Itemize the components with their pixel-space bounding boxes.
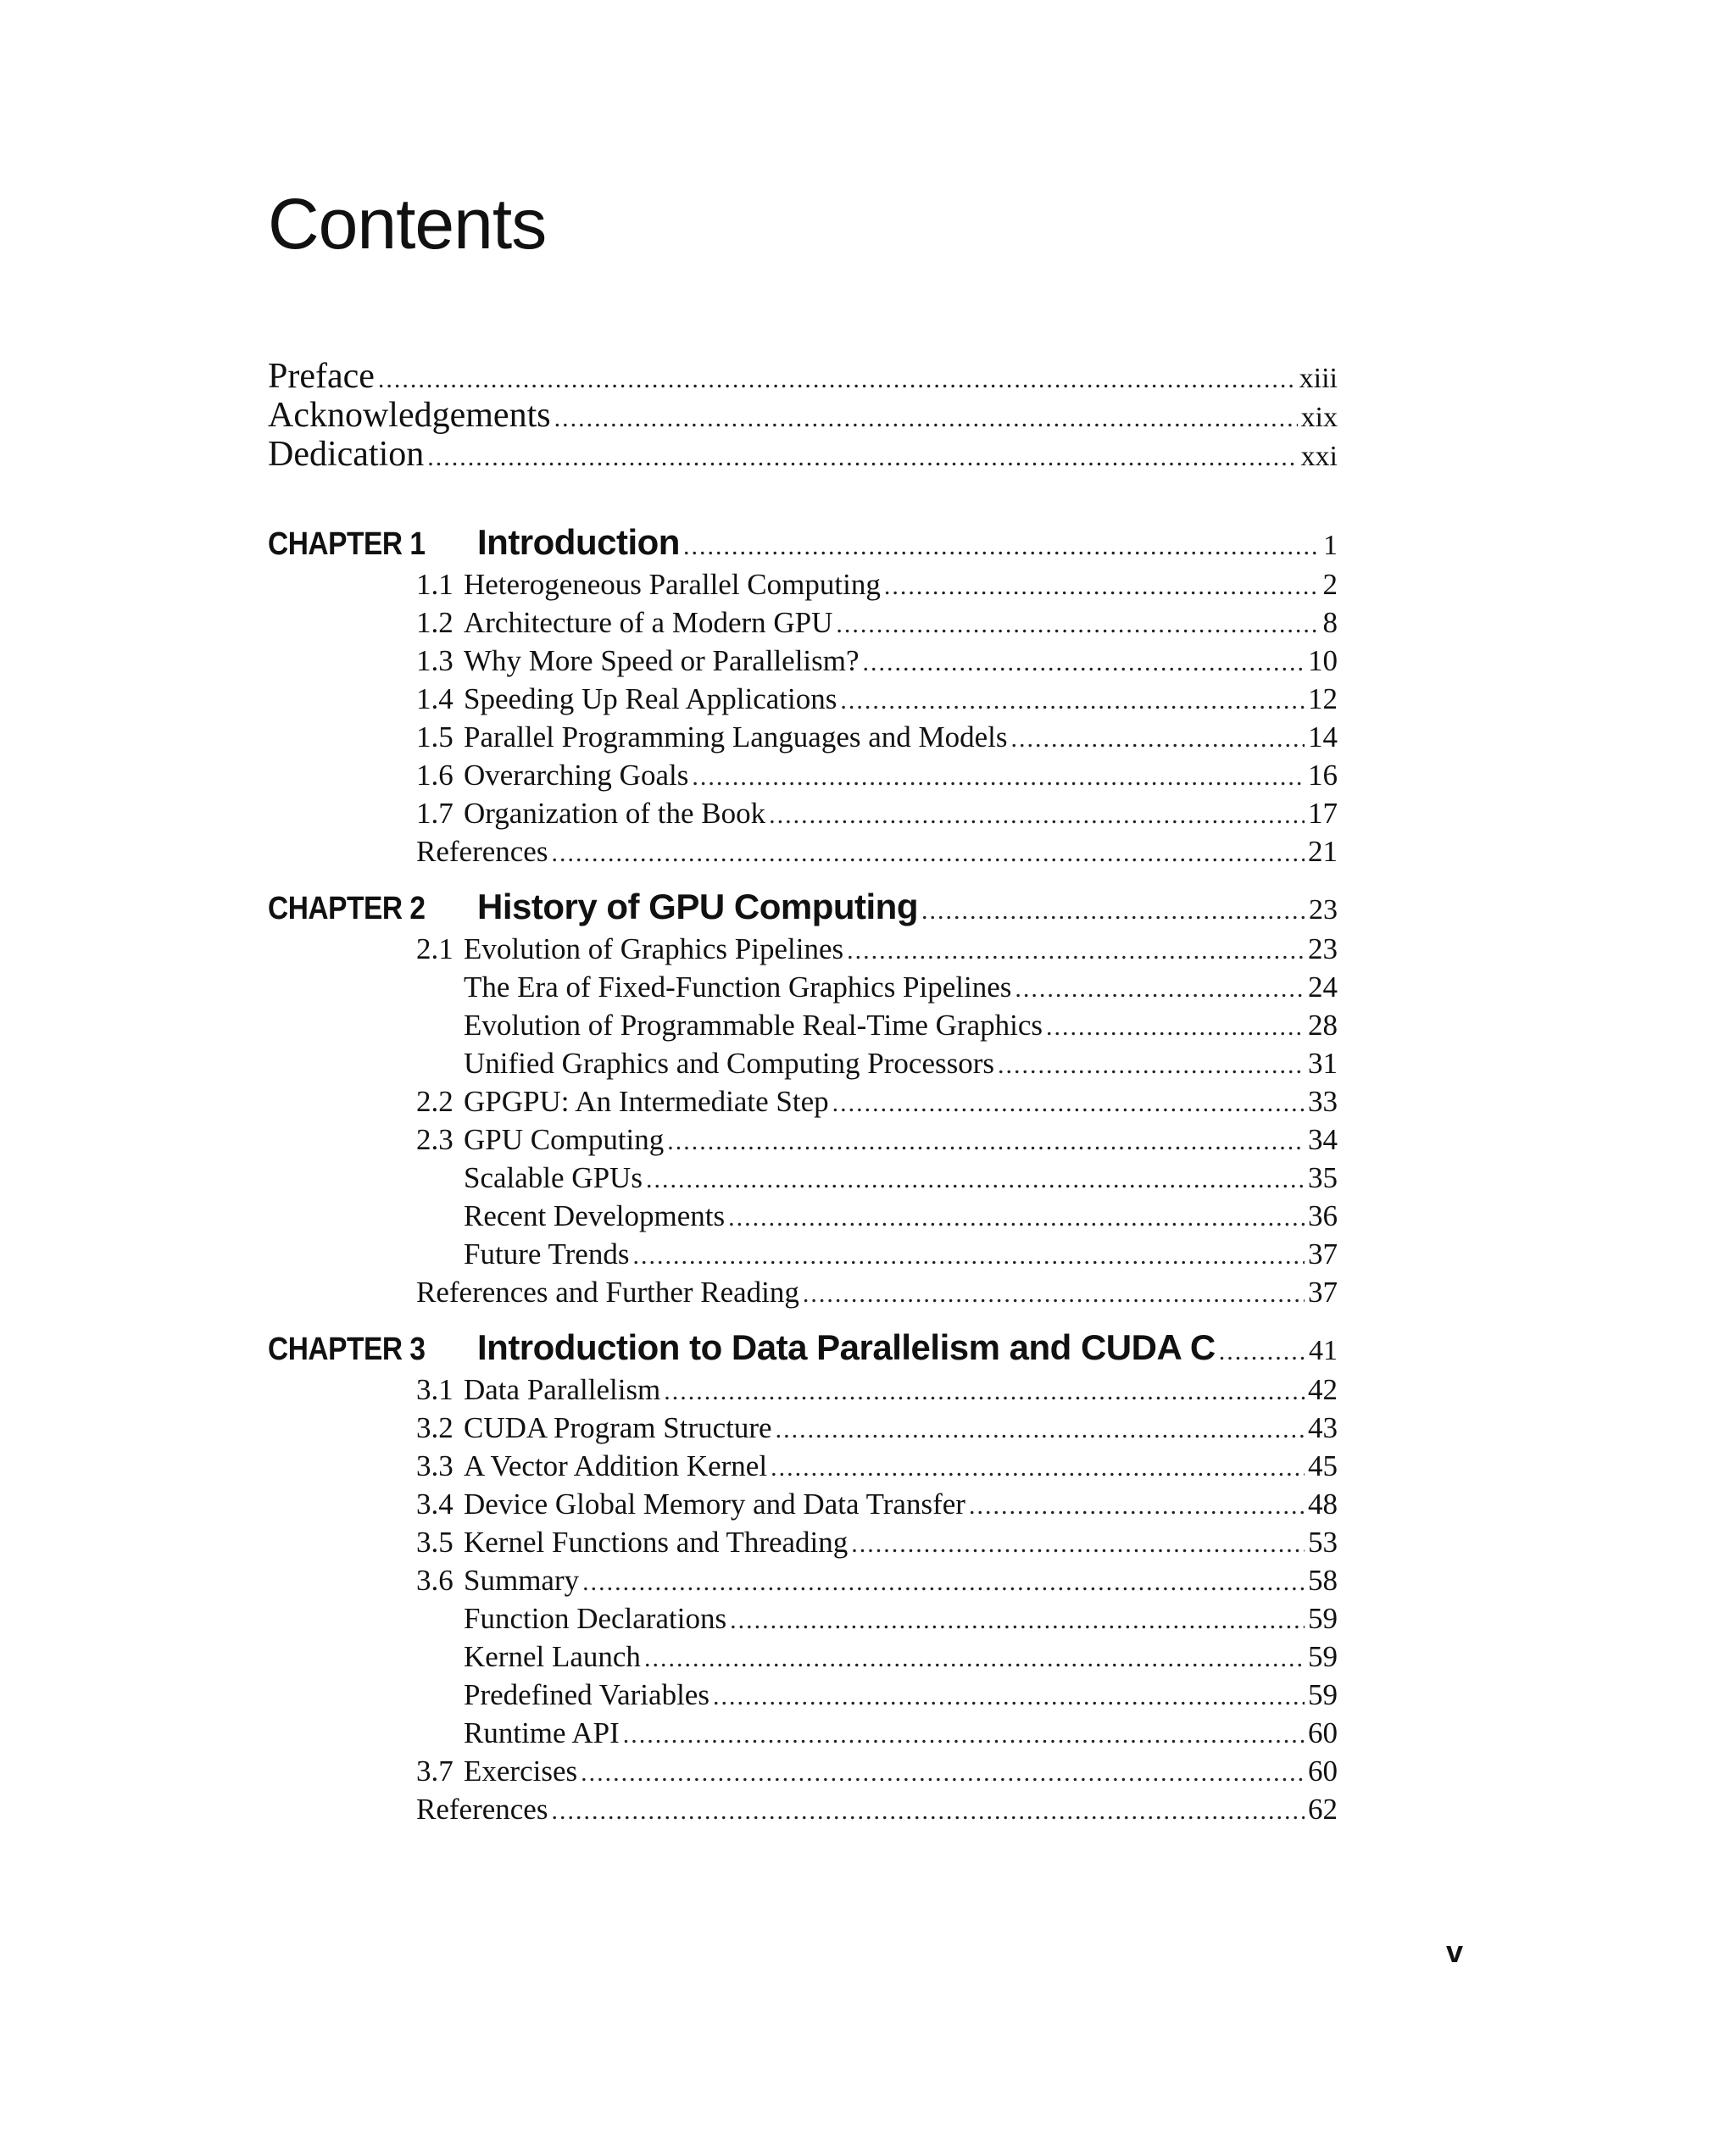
entry-title: Scalable GPUs bbox=[464, 1161, 643, 1194]
page-title: Contents bbox=[268, 184, 547, 264]
section-number: 1.3 bbox=[416, 644, 453, 677]
dot-leader bbox=[969, 1492, 1305, 1521]
entry-title: CUDA Program Structure bbox=[464, 1411, 772, 1444]
toc-section[interactable] bbox=[268, 720, 1338, 759]
entry-title: References and Further Reading bbox=[416, 1276, 799, 1309]
chapter-label: CHAPTER 3 bbox=[268, 1332, 426, 1367]
toc-section[interactable] bbox=[268, 1123, 1338, 1161]
spacer bbox=[268, 873, 1338, 887]
dot-leader bbox=[1011, 725, 1305, 754]
entry-title: Organization of the Book bbox=[464, 797, 766, 830]
section-number: 2.2 bbox=[416, 1085, 453, 1118]
dot-leader bbox=[998, 1051, 1305, 1080]
toc-references[interactable] bbox=[268, 835, 1338, 873]
toc-section[interactable] bbox=[268, 1373, 1338, 1411]
dot-leader bbox=[582, 1568, 1305, 1597]
dot-leader bbox=[776, 1415, 1305, 1444]
entry-page-number: 24 bbox=[1308, 970, 1338, 1004]
toc-section[interactable] bbox=[268, 1085, 1338, 1123]
section-number: 1.1 bbox=[416, 568, 453, 601]
chapter-page-number: 41 bbox=[1309, 1335, 1338, 1366]
toc-section[interactable] bbox=[268, 682, 1338, 720]
dot-leader bbox=[692, 763, 1305, 792]
entry-page-number: 34 bbox=[1308, 1123, 1338, 1156]
toc-subentry[interactable] bbox=[268, 1716, 1338, 1755]
entry-title: Parallel Programming Languages and Models bbox=[464, 720, 1008, 754]
table-of-contents bbox=[268, 356, 1338, 1831]
toc-subentry[interactable] bbox=[268, 1678, 1338, 1716]
section-number: 3.3 bbox=[416, 1449, 453, 1482]
entry-title: Exercises bbox=[464, 1755, 578, 1788]
entry-title: Kernel Functions and Threading bbox=[464, 1526, 849, 1559]
spacer bbox=[268, 473, 1338, 522]
toc-section[interactable] bbox=[268, 932, 1338, 970]
dot-leader bbox=[551, 839, 1305, 868]
entry-page-number: 23 bbox=[1308, 932, 1338, 965]
entry-page-number: xix bbox=[1300, 402, 1338, 433]
spacer bbox=[268, 1314, 1338, 1327]
toc-section[interactable] bbox=[268, 644, 1338, 682]
toc-section[interactable] bbox=[268, 1488, 1338, 1526]
entry-page-number: 10 bbox=[1308, 644, 1338, 677]
entry-page-number: 43 bbox=[1308, 1411, 1338, 1444]
toc-chapter-heading[interactable] bbox=[268, 522, 1338, 568]
entry-title: Acknowledgements bbox=[268, 396, 551, 435]
entry-page-number: 16 bbox=[1308, 759, 1338, 792]
dot-leader bbox=[581, 1759, 1305, 1788]
entry-page-number: xiii bbox=[1299, 363, 1338, 394]
toc-entry-front[interactable] bbox=[268, 395, 1338, 434]
entry-page-number: 33 bbox=[1308, 1085, 1338, 1118]
dot-leader bbox=[836, 610, 1319, 639]
dot-leader bbox=[730, 1606, 1305, 1635]
toc-entry-front[interactable] bbox=[268, 434, 1338, 473]
dot-leader bbox=[771, 1454, 1305, 1482]
dot-leader bbox=[378, 365, 1296, 394]
section-number: 2.3 bbox=[416, 1123, 453, 1156]
entry-page-number: 37 bbox=[1308, 1237, 1338, 1271]
toc-subentry[interactable] bbox=[268, 1237, 1338, 1276]
entry-title: Overarching Goals bbox=[464, 759, 689, 792]
entry-title: Summary bbox=[464, 1564, 580, 1597]
toc-subentry[interactable] bbox=[268, 970, 1338, 1009]
dot-leader bbox=[851, 1530, 1305, 1559]
entry-title: Why More Speed or Parallelism? bbox=[464, 644, 860, 677]
dot-leader bbox=[832, 1089, 1305, 1118]
toc-section[interactable] bbox=[268, 568, 1338, 606]
entry-title: GPU Computing bbox=[464, 1123, 665, 1156]
entry-title: The Era of Fixed-Function Graphics Pipelines bbox=[464, 970, 1012, 1004]
entry-page-number: 58 bbox=[1308, 1564, 1338, 1597]
section-number: 3.4 bbox=[416, 1488, 453, 1521]
entry-title: GPGPU: An Intermediate Step bbox=[464, 1085, 829, 1118]
dot-leader bbox=[667, 1127, 1305, 1156]
chapter-page-number: 23 bbox=[1309, 894, 1338, 926]
entry-title: Device Global Memory and Data Transfer bbox=[464, 1488, 965, 1521]
entry-page-number: 12 bbox=[1308, 682, 1338, 715]
section-number: 3.5 bbox=[416, 1526, 453, 1559]
dot-leader bbox=[728, 1204, 1305, 1232]
toc-section[interactable] bbox=[268, 797, 1338, 835]
page-number: v bbox=[1446, 1934, 1464, 1969]
section-number: 3.6 bbox=[416, 1564, 453, 1597]
entry-title: Heterogeneous Parallel Computing bbox=[464, 568, 881, 601]
toc-entry-front[interactable] bbox=[268, 356, 1338, 395]
dot-leader bbox=[554, 404, 1298, 433]
chapter-label: CHAPTER 1 bbox=[268, 526, 426, 562]
section-number: 1.7 bbox=[416, 797, 453, 830]
dot-leader bbox=[803, 1280, 1305, 1309]
entry-page-number: 35 bbox=[1308, 1161, 1338, 1194]
toc-subentry[interactable] bbox=[268, 1199, 1338, 1237]
dot-leader bbox=[623, 1721, 1305, 1749]
dot-leader bbox=[840, 687, 1305, 715]
section-number: 1.5 bbox=[416, 720, 453, 754]
dot-leader bbox=[847, 937, 1305, 965]
entry-page-number: 59 bbox=[1308, 1678, 1338, 1711]
entry-title: Evolution of Programmable Real-Time Graphics bbox=[464, 1009, 1043, 1042]
entry-title: Unified Graphics and Computing Processors bbox=[464, 1047, 995, 1080]
entry-title: Future Trends bbox=[464, 1237, 630, 1271]
entry-page-number: 60 bbox=[1308, 1716, 1338, 1749]
entry-page-number: 53 bbox=[1308, 1526, 1338, 1559]
toc-section[interactable] bbox=[268, 606, 1338, 644]
entry-title: Kernel Launch bbox=[464, 1640, 641, 1673]
entry-page-number: 28 bbox=[1308, 1009, 1338, 1042]
section-number: 3.7 bbox=[416, 1755, 453, 1788]
entry-title: Evolution of Graphics Pipelines bbox=[464, 932, 844, 965]
toc-subentry[interactable] bbox=[268, 1009, 1338, 1047]
entry-page-number: 48 bbox=[1308, 1488, 1338, 1521]
entry-title: Preface bbox=[268, 357, 375, 396]
dot-leader bbox=[713, 1682, 1305, 1711]
entry-title: A Vector Addition Kernel bbox=[464, 1449, 768, 1482]
section-number: 1.6 bbox=[416, 759, 453, 792]
dot-leader bbox=[551, 1797, 1305, 1826]
chapter-title: History of GPU Computing bbox=[477, 887, 918, 926]
entry-title: Dedication bbox=[268, 435, 425, 474]
entry-title: Function Declarations bbox=[464, 1602, 727, 1635]
toc-section[interactable] bbox=[268, 759, 1338, 797]
dot-leader bbox=[632, 1242, 1305, 1271]
entry-page-number: 31 bbox=[1308, 1047, 1338, 1080]
toc-chapter-heading[interactable] bbox=[268, 1327, 1338, 1373]
dot-leader bbox=[1046, 1013, 1305, 1042]
toc-section[interactable] bbox=[268, 1449, 1338, 1488]
entry-page-number: xxi bbox=[1300, 441, 1338, 472]
entry-page-number: 62 bbox=[1308, 1793, 1338, 1826]
entry-page-number: 37 bbox=[1308, 1276, 1338, 1309]
chapter-title: Introduction to Data Parallelism and CUDA C bbox=[477, 1327, 1216, 1367]
chapter-title: Introduction bbox=[477, 522, 680, 562]
dot-leader bbox=[1015, 975, 1305, 1004]
dot-leader bbox=[427, 443, 1297, 472]
toc-subentry[interactable] bbox=[268, 1161, 1338, 1199]
entry-title: Speeding Up Real Applications bbox=[464, 682, 837, 715]
section-number: 3.2 bbox=[416, 1411, 453, 1444]
entry-title: Architecture of a Modern GPU bbox=[464, 606, 833, 639]
entry-title: Data Parallelism bbox=[464, 1373, 661, 1406]
entry-page-number: 21 bbox=[1308, 835, 1338, 868]
chapter-label: CHAPTER 2 bbox=[268, 891, 426, 926]
toc-chapter-heading[interactable] bbox=[268, 887, 1338, 932]
section-number: 2.1 bbox=[416, 932, 453, 965]
toc-subentry[interactable] bbox=[268, 1047, 1338, 1085]
dot-leader bbox=[644, 1644, 1305, 1673]
entry-page-number: 42 bbox=[1308, 1373, 1338, 1406]
toc-section[interactable] bbox=[268, 1526, 1338, 1564]
toc-references[interactable] bbox=[268, 1793, 1338, 1831]
entry-page-number: 59 bbox=[1308, 1602, 1338, 1635]
dot-leader bbox=[921, 897, 1305, 926]
dot-leader bbox=[863, 648, 1305, 677]
dot-leader bbox=[769, 801, 1305, 830]
entry-page-number: 59 bbox=[1308, 1640, 1338, 1673]
entry-page-number: 8 bbox=[1322, 606, 1338, 639]
toc-subentry[interactable] bbox=[268, 1640, 1338, 1678]
entry-title: References bbox=[416, 835, 548, 868]
section-number: 1.2 bbox=[416, 606, 453, 639]
entry-page-number: 60 bbox=[1308, 1755, 1338, 1788]
entry-page-number: 45 bbox=[1308, 1449, 1338, 1482]
dot-leader bbox=[664, 1377, 1305, 1406]
section-number: 1.4 bbox=[416, 682, 453, 715]
dot-leader bbox=[646, 1165, 1305, 1194]
toc-section[interactable] bbox=[268, 1755, 1338, 1793]
toc-section[interactable] bbox=[268, 1411, 1338, 1449]
section-number: 3.1 bbox=[416, 1373, 453, 1406]
entry-title: References bbox=[416, 1793, 548, 1826]
entry-title: Runtime API bbox=[464, 1716, 620, 1749]
entry-title: Predefined Variables bbox=[464, 1678, 709, 1711]
entry-page-number: 14 bbox=[1308, 720, 1338, 754]
entry-page-number: 2 bbox=[1322, 568, 1338, 601]
dot-leader bbox=[683, 532, 1320, 561]
entry-title: Recent Developments bbox=[464, 1199, 726, 1232]
toc-section[interactable] bbox=[268, 1564, 1338, 1602]
entry-page-number: 36 bbox=[1308, 1199, 1338, 1232]
entry-page-number: 17 bbox=[1308, 797, 1338, 830]
chapter-page-number: 1 bbox=[1323, 530, 1338, 561]
dot-leader bbox=[884, 572, 1320, 601]
toc-references[interactable] bbox=[268, 1276, 1338, 1314]
toc-subentry[interactable] bbox=[268, 1602, 1338, 1640]
dot-leader bbox=[1219, 1337, 1305, 1366]
